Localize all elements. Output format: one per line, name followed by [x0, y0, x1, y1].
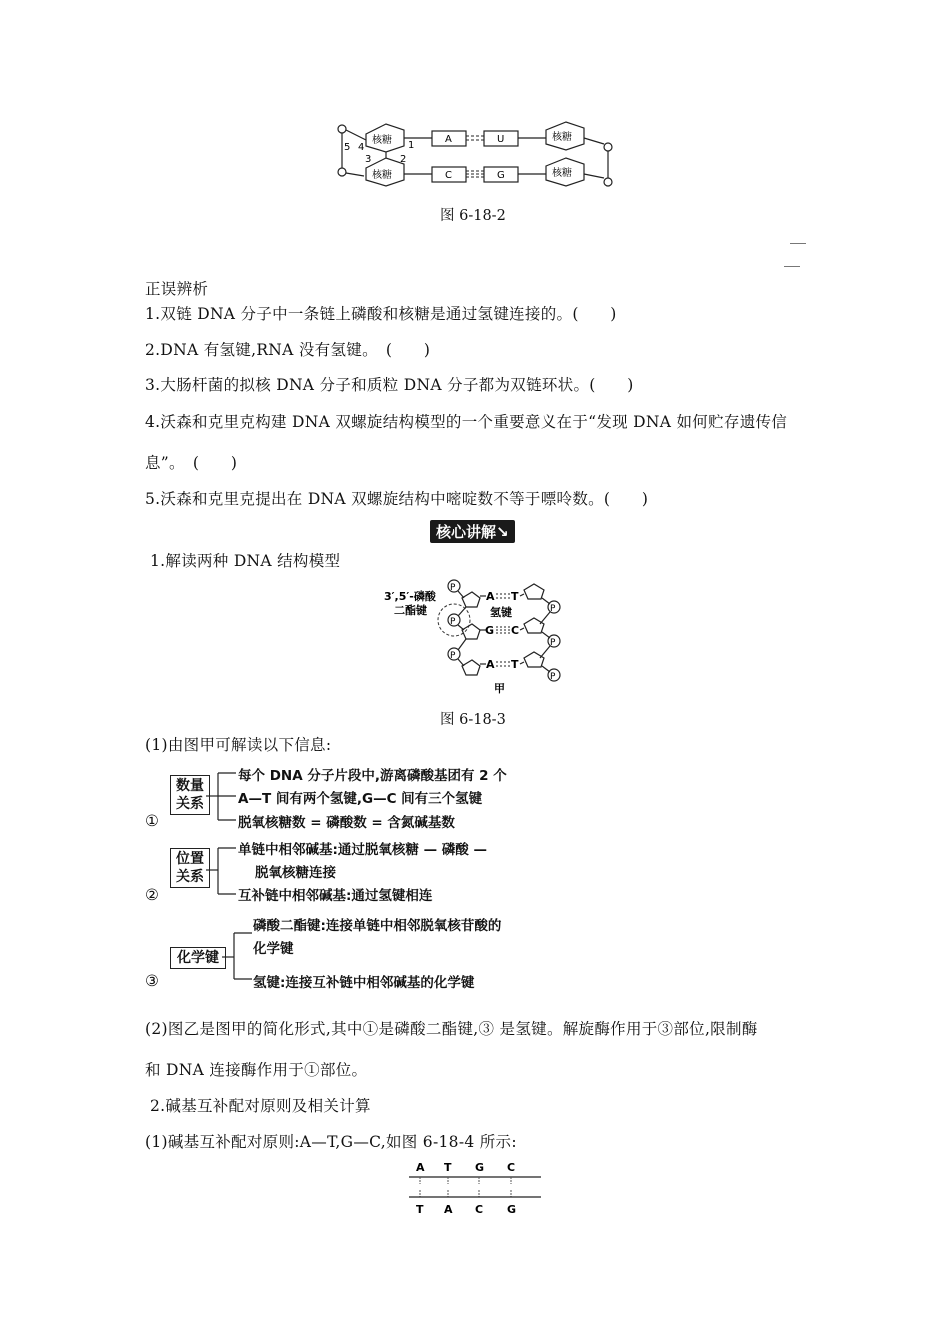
- sugar-label-4: 核糖: [552, 168, 572, 179]
- figure-6-18-3: [382, 576, 572, 698]
- sugar-label-3: 核糖: [552, 132, 572, 143]
- statement-1: 1.双链 DNA 分子中一条链上磷酸和核糖是通过氢键连接的。( ): [145, 305, 617, 323]
- marker-1: ①: [145, 812, 160, 830]
- num-3: 3: [365, 154, 372, 165]
- quantity-item-2: A—T 间有两个氢键,G—C 间有三个氢键: [238, 791, 483, 807]
- pair3-A: A: [486, 658, 495, 671]
- statement-2: 2.DNA 有氢键,RNA 没有氢键。 ( ): [145, 341, 431, 359]
- figure-6-18-2: [330, 118, 620, 193]
- marker-3: ③: [145, 972, 160, 990]
- bond-label-line2: 二酯键: [394, 604, 427, 617]
- margin-mark: [784, 266, 800, 267]
- pair1-T: T: [511, 590, 519, 603]
- sugar-label-1: 核糖: [372, 135, 392, 146]
- position-item-1: 单链中相邻碱基:通过脱氧核糖 — 磷酸 —: [238, 842, 487, 858]
- figure-caption-6-18-2: 图 6-18-2: [440, 208, 506, 224]
- statement-4: 4.沃森和克里克构建 DNA 双螺旋结构模型的一个重要意义在于“发现 DNA 如何贮存遗传信: [145, 413, 788, 431]
- paragraph-2-line-2: 和 DNA 连接酶作用于①部位。: [145, 1061, 368, 1079]
- pairing-rule-line: (1)碱基互补配对原则:A—T,G—C,如图 6-18-4 所示:: [145, 1133, 517, 1151]
- base-A: A: [445, 134, 452, 145]
- num-4: 4: [358, 142, 365, 153]
- bottom-base-3: C: [475, 1203, 484, 1216]
- statement-3: 3.大肠杆菌的拟核 DNA 分子和质粒 DNA 分子都为双链环状。( ): [145, 376, 634, 394]
- statement-5: 5.沃森和克里克提出在 DNA 双螺旋结构中嘧啶数不等于嘌呤数。( ): [145, 490, 649, 508]
- paragraph-2-line-1: (2)图乙是图甲的简化形式,其中①是磷酸二酯键,③ 是氢键。解旋酶作用于③部位,限制酶: [145, 1020, 758, 1038]
- top-base-4: C: [507, 1161, 516, 1174]
- bond-item-1: 磷酸二酯键:连接单链中相邻脱氧核苷酸的: [253, 918, 502, 934]
- pair3-T: T: [511, 658, 519, 671]
- top-base-1: A: [416, 1161, 425, 1174]
- quantity-item-3: 脱氧核糖数 = 磷酸数 = 含氮碱基数: [238, 815, 455, 831]
- bond-item-1-cont: 化学键: [253, 941, 294, 957]
- phosphate-P: P: [550, 672, 556, 682]
- num-5: 5: [344, 142, 351, 153]
- num-1: 1: [408, 140, 415, 151]
- figure-caption-6-18-3: 图 6-18-3: [440, 712, 506, 728]
- point-1-title: 1.解读两种 DNA 结构模型: [150, 552, 341, 570]
- bracket-2: [206, 842, 238, 900]
- position-item-2: 互补链中相邻碱基:通过氢键相连: [238, 888, 433, 904]
- reading-intro: (1)由图甲可解读以下信息:: [145, 736, 332, 754]
- base-C: C: [445, 170, 452, 181]
- statement-4-cont: 息”。 ( ): [145, 454, 238, 472]
- point-2-title: 2.碱基互补配对原则及相关计算: [150, 1097, 371, 1115]
- position-relation-label: 位置 关系: [170, 848, 210, 888]
- top-base-2: T: [444, 1161, 452, 1174]
- quantity-relation-label: 数量 关系: [170, 775, 210, 815]
- phosphate-P: P: [550, 604, 556, 614]
- bottom-base-4: G: [507, 1203, 517, 1216]
- phosphate-P: P: [550, 638, 556, 648]
- bond-label-line1: 3′,5′-磷酸: [384, 590, 436, 603]
- figure-name-jia: 甲: [494, 682, 505, 695]
- phosphate-P: P: [450, 617, 456, 627]
- base-G: G: [497, 170, 505, 181]
- chemical-bond-label: 化学键: [170, 947, 226, 969]
- core-explanation-banner: 核心讲解↘: [430, 520, 515, 543]
- num-2: 2: [400, 154, 407, 165]
- figure-6-18-4: [405, 1157, 550, 1217]
- bond-item-2: 氢键:连接互补链中相邻碱基的化学键: [253, 975, 475, 991]
- position-item-1-cont: 脱氧核糖连接: [255, 865, 336, 881]
- margin-mark: [790, 243, 806, 244]
- sugar-label-2: 核糖: [372, 170, 392, 181]
- top-base-3: G: [475, 1161, 485, 1174]
- bottom-base-2: A: [444, 1203, 453, 1216]
- bottom-base-1: T: [416, 1203, 424, 1216]
- phosphate-P: P: [450, 651, 456, 661]
- quantity-item-1: 每个 DNA 分子片段中,游离磷酸基团有 2 个: [238, 768, 507, 784]
- marker-2: ②: [145, 886, 160, 904]
- phosphate-P: P: [450, 583, 456, 593]
- pair2-C: C: [511, 624, 520, 637]
- hbond-label: 氢键: [490, 606, 512, 619]
- section-title: 正误辨析: [145, 280, 209, 298]
- base-U: U: [497, 134, 505, 145]
- bracket-1: [206, 768, 238, 826]
- pair1-A: A: [486, 590, 495, 603]
- pair2-G: G: [485, 624, 495, 637]
- bracket-3: [222, 925, 256, 985]
